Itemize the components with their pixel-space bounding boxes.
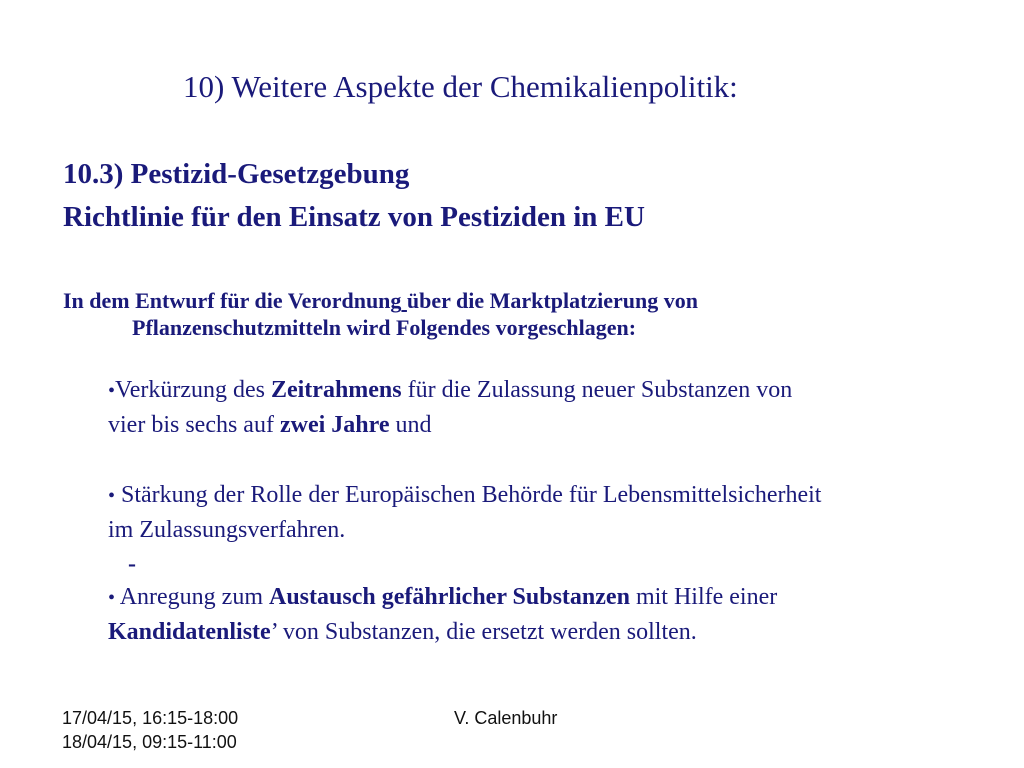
intro-line-2: Pflanzenschutzmitteln wird Folgendes vorgeschlagen:	[132, 315, 637, 340]
bullet-icon: •	[108, 380, 116, 402]
bullet-3-text-a: Anregung zum	[115, 584, 269, 610]
bullet-3-line-1	[108, 580, 988, 615]
footer-date	[62, 706, 238, 754]
bullet-icon: •	[108, 485, 116, 507]
bullet-2-line-1	[108, 478, 988, 513]
footer-date-line-2: 18/04/15, 09:15-11:00	[62, 732, 237, 752]
intro-text-part-2: über die Marktplatzierung von	[406, 288, 699, 313]
bullet-icon: •	[108, 587, 116, 609]
intro-text-part-1: In dem Entwurf für die Verordnung	[63, 288, 402, 313]
bullet-item-1	[108, 373, 988, 442]
bullet-1-text-d: und	[389, 412, 432, 438]
bullet-3-text-b: mit Hilfe einer	[629, 584, 778, 610]
bullet-1-bold-b: zwei Jahre	[279, 412, 390, 438]
bullet-3-bold-a: Austausch gefährlicher Substanzen	[269, 584, 630, 610]
section-heading: 10.3) Pestizid-Gesetzgebung	[63, 158, 410, 190]
bullet-3-line-2	[108, 615, 988, 649]
bullet-item-2	[108, 478, 988, 547]
bullet-1-line-1	[108, 373, 988, 408]
section-subheading: Richtlinie für den Einsatz von Pestiziden in EU	[63, 201, 645, 233]
footer-date-line-1: 17/04/15, 16:15-18:00	[62, 708, 239, 728]
bullet-1-text-c: vier bis sechs auf	[108, 412, 280, 438]
bullet-2-line-2: im Zulassungsverfahren.	[108, 517, 346, 543]
bullet-2-text-a: Stärkung der Rolle der Europäischen Behörde für Lebensmittelsicherheit	[115, 482, 822, 508]
bullet-1-line-2	[108, 408, 988, 442]
bullet-item-3	[108, 580, 988, 649]
bullet-1-text-b: für die Zulassung neuer Substanzen von	[401, 377, 793, 403]
bullet-3-text-c: ’ von Substanzen, die ersetzt werden sollten.	[270, 619, 697, 645]
bullet-1-bold-a: Zeitrahmens	[270, 377, 402, 403]
dash-marker: -	[128, 551, 136, 577]
bullet-1-text-a: Verkürzung des	[115, 377, 271, 403]
intro-paragraph	[63, 287, 943, 341]
intro-line-1	[63, 287, 943, 314]
footer-author: V. Calenbuhr	[454, 708, 558, 728]
bullet-3-bold-b: Kandidatenliste	[108, 619, 271, 645]
slide-title: 10) Weitere Aspekte der Chemikalienpolitik:	[183, 69, 738, 104]
